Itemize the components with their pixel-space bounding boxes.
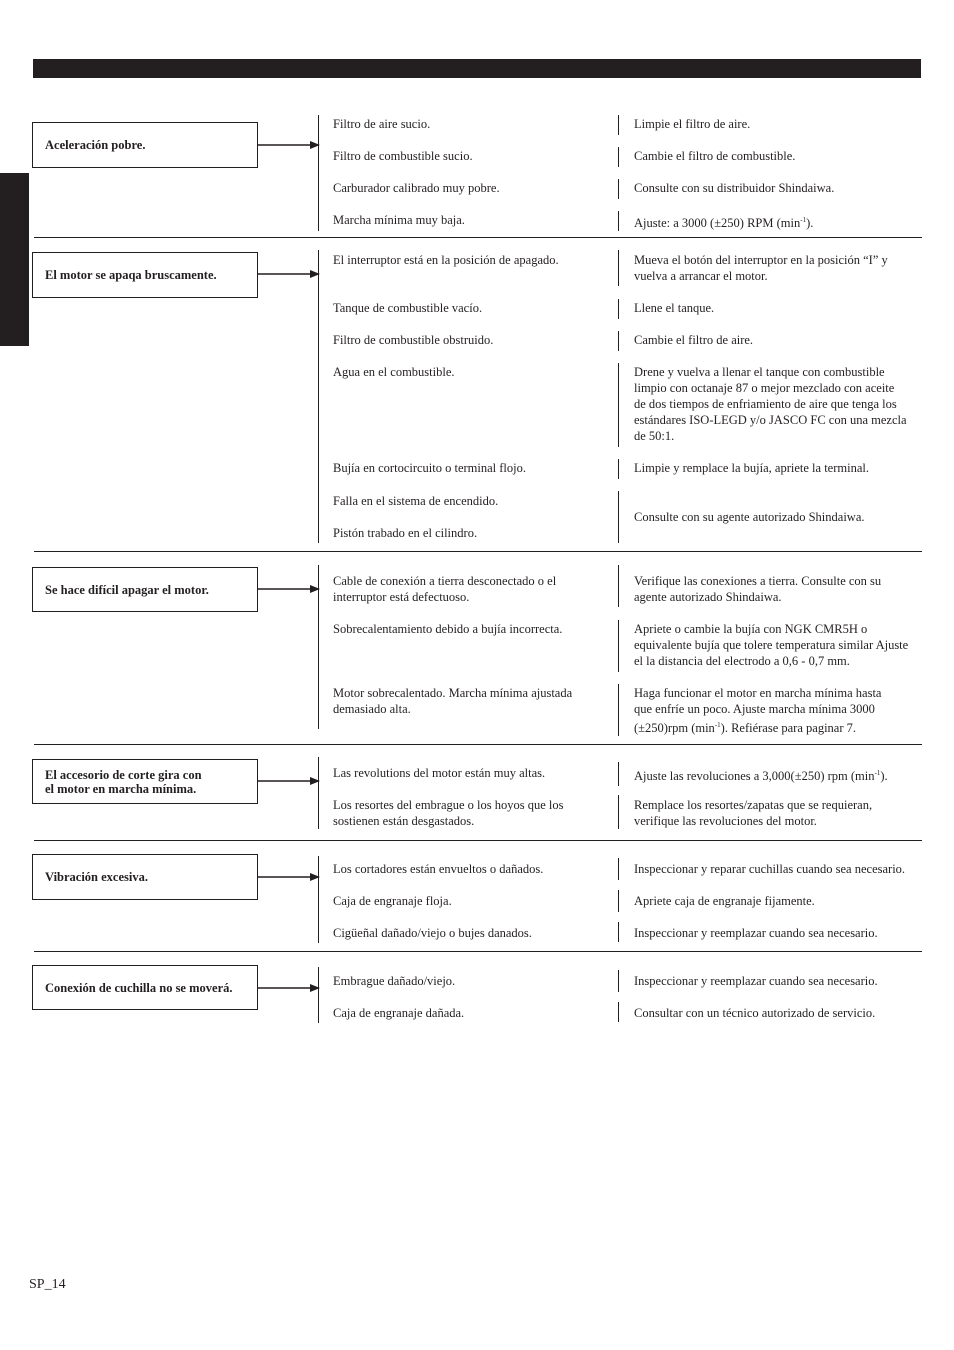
superscript: -1 xyxy=(714,721,721,729)
cause-text: Falla en el sistema de encendido. xyxy=(333,494,499,508)
remedy-rule xyxy=(618,1002,619,1022)
remedy-rule xyxy=(618,565,619,607)
superscript: -1 xyxy=(874,769,881,777)
cause-text: Filtro de combustible sucio. xyxy=(333,149,473,163)
remedy-rule xyxy=(618,115,619,135)
problem-box xyxy=(32,965,258,1010)
cause-text: Pistón trabado en el cilindro. xyxy=(333,526,478,540)
remedy-text: Inspeccionar y reemplazar cuando sea necesario. xyxy=(634,926,878,940)
remedy-text-main: Haga funcionar el motor en marcha mínima hasta que enfríe un poco. Ajuste marcha mínima 3000 (±250)rpm (min xyxy=(634,686,882,736)
remedy-rule xyxy=(618,620,619,672)
remedy-text: Cambie el filtro de aire. xyxy=(634,333,754,347)
cause-text: Las revolutions del motor están muy altas. xyxy=(333,766,546,780)
remedy-rule xyxy=(618,179,619,199)
superscript: -1 xyxy=(800,216,807,224)
arrow-right-icon xyxy=(258,776,320,786)
remedy-rule xyxy=(618,250,619,286)
remedy-text-suffix: ). xyxy=(880,769,888,784)
remedy-text: Mueva el botón del interruptor en la posición “I” y vuelva a arrancar el motor. xyxy=(634,253,888,283)
remedy-text: Cambie el filtro de combustible. xyxy=(634,149,796,163)
remedy-text: Inspeccionar y reparar cuchillas cuando sea necesario. xyxy=(634,862,906,876)
problem-label: Conexión de cuchilla no se moverá. xyxy=(45,980,233,995)
arrow-right-icon xyxy=(258,872,320,882)
cause-column-rule xyxy=(318,250,319,543)
problem-label: Aceleración pobre. xyxy=(45,138,146,152)
arrow-right-icon xyxy=(258,269,320,279)
remedy-text: Inspeccionar y reemplazar cuando sea necesario. xyxy=(634,974,878,988)
cause-text: Cable de conexión a tierra desconectado o el interruptor está defectuoso. xyxy=(333,574,557,604)
section-divider xyxy=(34,551,922,552)
remedy-text xyxy=(634,765,926,784)
problem-box xyxy=(32,567,258,612)
remedy-text: Apriete o cambie la bujía con NGK CMR5H o equivalente bujía que tolere temperatura similar Ajuste el la distancia del electrodo a 0,6 - 0,7 mm. xyxy=(634,622,909,668)
remedy-rule xyxy=(618,211,619,231)
cause-text: Tanque de combustible vacío. xyxy=(333,301,483,315)
section-divider xyxy=(34,744,922,745)
cause-column-rule xyxy=(318,967,319,1023)
section-divider xyxy=(34,840,922,841)
section-divider xyxy=(34,951,922,952)
cause-text: Cigüeñal dañado/viejo o bujes danados. xyxy=(333,926,532,940)
arrow-right-icon xyxy=(258,584,320,594)
remedy-text: Limpie el filtro de aire. xyxy=(634,117,751,131)
remedy-text xyxy=(634,685,926,736)
remedy-text: Verifique las conexiones a tierra. Consulte con su agente autorizado Shindaiwa. xyxy=(634,574,882,604)
problem-box xyxy=(32,252,258,298)
remedy-rule xyxy=(618,331,619,351)
remedy-text-main: Ajuste las revoluciones a 3,000(±250) rpm (min xyxy=(634,769,875,784)
remedy-rule xyxy=(618,762,619,786)
remedy-text: Llene el tanque. xyxy=(634,301,715,315)
cause-text: Filtro de combustible obstruido. xyxy=(333,333,494,347)
problem-label: Se hace difícil apagar el motor. xyxy=(45,582,209,597)
remedy-text: Consulte con su distribuidor Shindaiwa. xyxy=(634,181,835,195)
remedy-text: Consultar con un técnico autorizado de servicio. xyxy=(634,1006,876,1020)
section-divider xyxy=(34,237,922,238)
remedy-text: Remplace los resortes/zapatas que se requieran, verifique las revoluciones del motor. xyxy=(634,798,873,828)
remedy-rule xyxy=(618,922,619,942)
problem-label: El motor se apaqa bruscamente. xyxy=(45,268,217,282)
cause-text: Bujía en cortocircuito o terminal flojo. xyxy=(333,461,526,475)
cause-text: Motor sobrecalentado. Marcha mínima ajustada demasiado alta. xyxy=(333,686,573,716)
remedy-text: Drene y vuelva a llenar el tanque con combustible limpio con octanaje 87 o mejor mezclado con aceite de dos tiempos de enfriamiento de aire que tenga los estándares ISO-LEGD y/o JASCO FC con una mezcla de 50:1. xyxy=(634,365,907,443)
arrow-right-icon xyxy=(258,983,320,993)
cause-text: Caja de engranaje floja. xyxy=(333,894,452,908)
remedy-rule xyxy=(618,795,619,829)
remedy-rule xyxy=(618,890,619,912)
cause-column-rule xyxy=(318,757,319,829)
cause-text: Los cortadores están envueltos o dañados. xyxy=(333,862,544,876)
cause-column-rule xyxy=(318,115,319,231)
header-bar xyxy=(33,59,921,78)
arrow-right-icon xyxy=(258,140,320,150)
remedy-text-main: Ajuste: a 3000 (±250) RPM (min xyxy=(634,216,801,231)
cause-text: Sobrecalentamiento debido a bujía incorrecta. xyxy=(333,622,563,636)
cause-column-rule xyxy=(318,565,319,729)
cause-text: Embrague dañado/viejo. xyxy=(333,974,456,988)
remedy-text: Apriete caja de engranaje fijamente. xyxy=(634,894,815,908)
cause-text: Carburador calibrado muy pobre. xyxy=(333,181,500,195)
problem-box xyxy=(32,854,258,900)
cause-text: Los resortes del embrague o los hoyos que los sostienen están desgastados. xyxy=(333,798,564,828)
problem-label: Vibración excesiva. xyxy=(45,870,148,884)
remedy-rule xyxy=(618,970,619,992)
remedy-text xyxy=(634,212,926,231)
cause-column-rule xyxy=(318,856,319,943)
cause-text: Marcha mínima muy baja. xyxy=(333,213,465,227)
remedy-rule xyxy=(618,858,619,880)
cause-text: El interruptor está en la posición de apagado. xyxy=(333,253,559,267)
remedy-rule xyxy=(618,147,619,167)
remedy-text: Limpie y remplace la bujía, apriete la terminal. xyxy=(634,461,869,475)
remedy-text-suffix: ). Refiérase para paginar 7. xyxy=(720,721,857,736)
cause-text: Caja de engranaje dañada. xyxy=(333,1006,465,1020)
cause-text: Filtro de aire sucio. xyxy=(333,117,431,131)
side-tab xyxy=(0,173,29,346)
problem-box xyxy=(32,759,258,804)
remedy-text: Consulte con su agente autorizado Shindaiwa. xyxy=(634,510,865,524)
problem-label: El accesorio de corte gira con el motor en marcha mínima. xyxy=(45,767,202,796)
remedy-rule xyxy=(618,363,619,447)
remedy-rule xyxy=(618,684,619,736)
remedy-text-suffix: ). xyxy=(806,216,814,231)
cause-text: Agua en el combustible. xyxy=(333,365,455,379)
remedy-rule xyxy=(618,459,619,479)
page-number: SP_14 xyxy=(29,1277,66,1292)
remedy-rule xyxy=(618,491,619,543)
problem-box xyxy=(32,122,258,168)
remedy-rule xyxy=(618,299,619,319)
